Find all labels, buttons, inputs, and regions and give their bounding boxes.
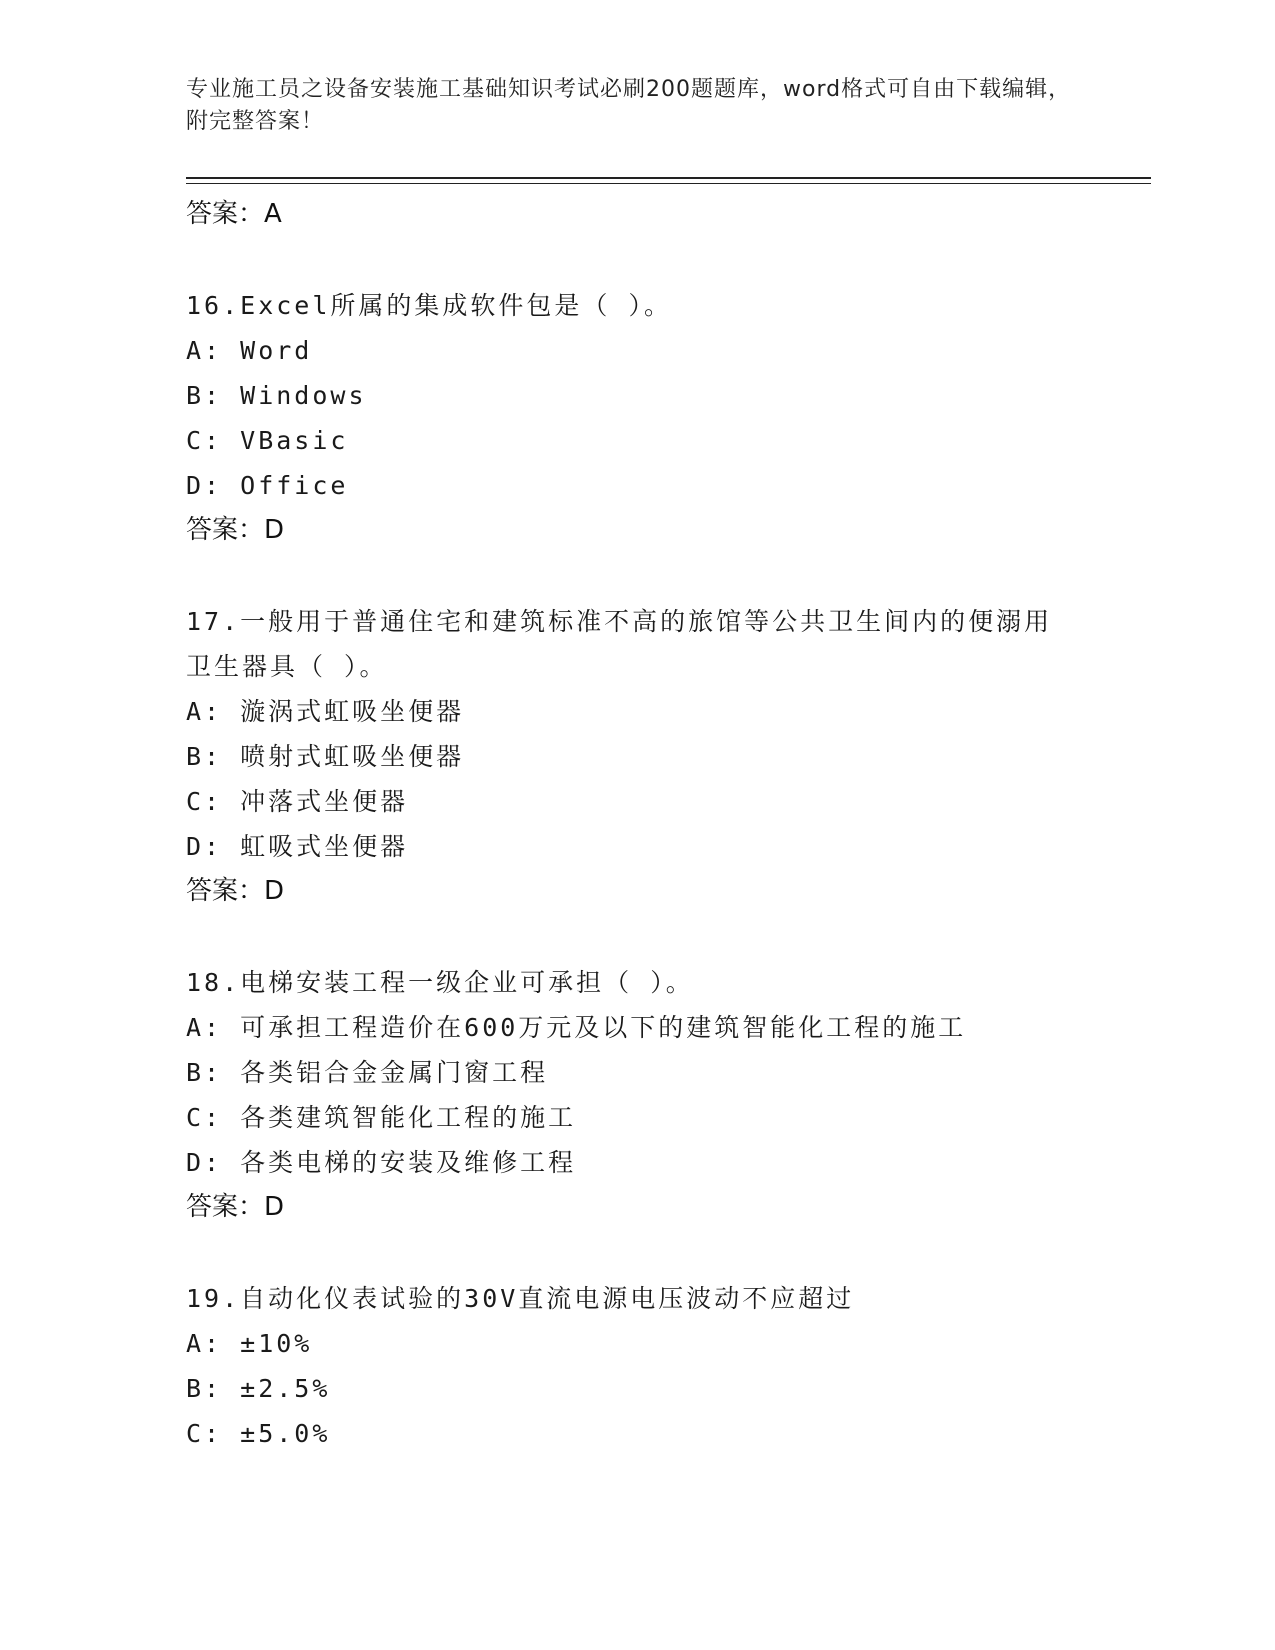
document-header: 专业施工员之设备安装施工基础知识考试必刷200题题库，word格式可自由下载编辑，附完整答案！: [186, 77, 1072, 134]
spacer: [186, 237, 1146, 283]
spacer: [186, 914, 1146, 960]
question-stem: 18.电梯安装工程一级企业可承担（ ）。: [186, 968, 694, 997]
option-c: C: 冲落式坐便器: [186, 787, 409, 816]
answer-label: 答案：A: [186, 199, 282, 229]
answer-label: 答案：D: [186, 1192, 285, 1222]
option-b: B: Windows: [186, 381, 367, 410]
spacer: [186, 1230, 1146, 1276]
spacer: [186, 553, 1146, 599]
option-a: A: Word: [186, 336, 313, 365]
question-stem: 19.自动化仪表试验的30V直流电源电压波动不应超过: [186, 1284, 855, 1313]
answer-label: 答案：D: [186, 876, 285, 906]
header-divider-thin: [186, 183, 1151, 184]
option-c: C: 各类建筑智能化工程的施工: [186, 1103, 577, 1132]
option-d: D: Office: [186, 471, 349, 500]
question-stem: 16.Excel所属的集成软件包是（ ）。: [186, 291, 672, 320]
question-19: [186, 1276, 1146, 1456]
question-stem: 17.一般用于普通住宅和建筑标准不高的旅馆等公共卫生间内的便溺用卫生器具（ ）。: [186, 607, 1053, 681]
header-divider-thick: [186, 177, 1151, 179]
question-18: [186, 960, 1146, 1230]
question-content: [186, 192, 1146, 1456]
answer-label: 答案：D: [186, 515, 285, 545]
option-a: A: ±10%: [186, 1329, 313, 1358]
option-a: A: 可承担工程造价在600万元及以下的建筑智能化工程的施工: [186, 1013, 967, 1042]
option-d: D: 各类电梯的安装及维修工程: [186, 1148, 577, 1177]
question-17: [186, 599, 1146, 914]
option-c: C: VBasic: [186, 426, 349, 455]
question-16: [186, 283, 1146, 553]
option-b: B: ±2.5%: [186, 1374, 331, 1403]
option-b: B: 各类铝合金金属门窗工程: [186, 1058, 549, 1087]
option-b: B: 喷射式虹吸坐便器: [186, 742, 465, 771]
option-d: D: 虹吸式坐便器: [186, 832, 409, 861]
option-c: C: ±5.0%: [186, 1419, 331, 1448]
option-a: A: 漩涡式虹吸坐便器: [186, 697, 465, 726]
